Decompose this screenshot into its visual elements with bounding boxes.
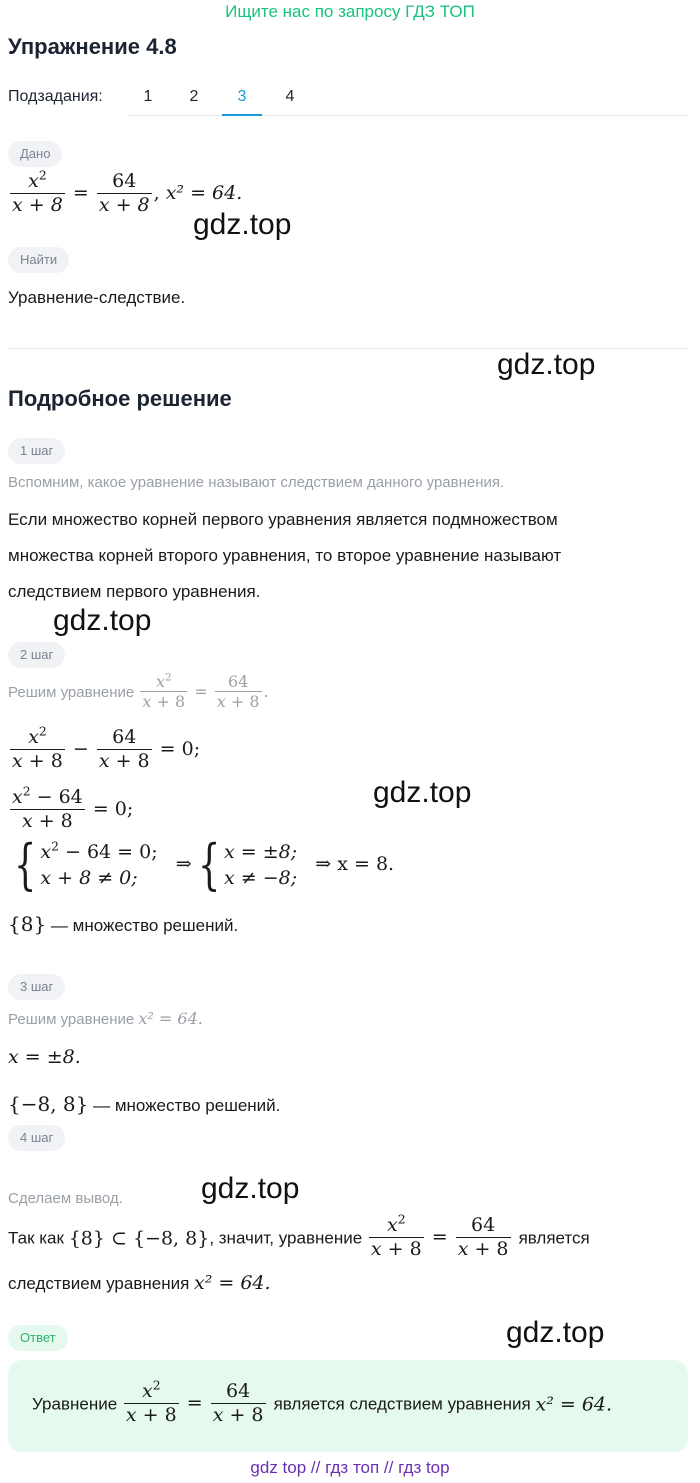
subtasks-bar [8, 78, 688, 118]
step2-badge: 2 шаг [8, 642, 65, 668]
given-badge: Дано [8, 141, 62, 167]
step1-line-1: Если множество корней первого уравнения является подмножеством [8, 510, 558, 529]
step2-line-1: $\frac{x^2}{x + 8}$ − $\frac{64}{x + 8}$ = 0; [12, 724, 201, 772]
step4-hint: Сделаем вывод. [8, 1190, 123, 1207]
footer-links[interactable]: gdz top // гдз топ // гдз top [250, 1458, 450, 1477]
step1-badge: 1 шаг [8, 438, 65, 464]
step4-badge: 4 шаг [8, 1125, 65, 1151]
tab-3[interactable]: 3 [222, 88, 262, 116]
step1-line-3: следствием первого уравнения. [8, 582, 261, 601]
step3-hint: Решим уравнение x² = 64. [8, 1009, 203, 1028]
find-badge: Найти [8, 247, 69, 273]
tab-1[interactable]: 1 [143, 88, 153, 105]
page-title: Упражнение 4.8 [8, 34, 177, 59]
watermark: gdz.top [53, 604, 152, 637]
answer-text: Уравнение $\frac{x^2}{x + 8}$ = $\frac{64}{x + 8}$ является следствием уравнения x² = 64. [32, 1378, 613, 1426]
tab-2[interactable]: 2 [189, 88, 199, 105]
step3-badge: 3 шаг [8, 974, 65, 1000]
watermark: gdz.top [506, 1316, 605, 1349]
step1-line-2: множества корней второго уравнения, то второе уравнение называют [8, 546, 562, 565]
given-equation: $\frac{x^2}{x + 8}$ = $\frac{64}{x + 8}$ , x² = 64. [12, 168, 243, 216]
step2-system: { $x^2 - 64 = 0$; x + 8 ≠ 0; ⇒ { x = ±8; x ≠ −8; ⇒ x = 8. [14, 833, 395, 896]
answer-box [8, 1360, 688, 1452]
watermark: gdz.top [497, 348, 596, 381]
step2-conclusion: {8} — множество решений. [8, 912, 239, 936]
solution-heading: Подробное решение [8, 386, 232, 411]
step2-line-2: $\frac{x^2 - 64}{x + 8}$ = 0; [12, 784, 134, 832]
answer-badge: Ответ [8, 1325, 68, 1351]
step1-hint: Вспомним, какое уравнение называют следствием данного уравнения. [8, 474, 505, 491]
step2-hint: Решим уравнение $\frac{x^2}{x + 8}$ = $\frac{64}{x + 8}$ . [8, 671, 269, 712]
step3-result: x = ±8. [8, 1046, 81, 1068]
find-text: Уравнение-следствие. [8, 288, 186, 307]
watermark: gdz.top [193, 208, 292, 241]
tab-4[interactable]: 4 [285, 88, 295, 105]
step4-line-2: следствием уравнения x² = 64. [8, 1272, 271, 1294]
top-banner: Ищите нас по запросу ГДЗ ТОП [225, 2, 475, 21]
watermark: gdz.top [373, 776, 472, 809]
subtasks-label: Подзадания: [8, 88, 103, 105]
step4-line-1: Так как {8} ⊂ {−8, 8}, значит, уравнение $\frac{x^2}{x + 8}$ = $\frac{64}{x + 8}$ является [8, 1212, 590, 1260]
step3-set: {−8, 8} — множество решений. [8, 1092, 281, 1116]
watermark: gdz.top [201, 1172, 300, 1205]
subtask-tabs [128, 78, 688, 116]
